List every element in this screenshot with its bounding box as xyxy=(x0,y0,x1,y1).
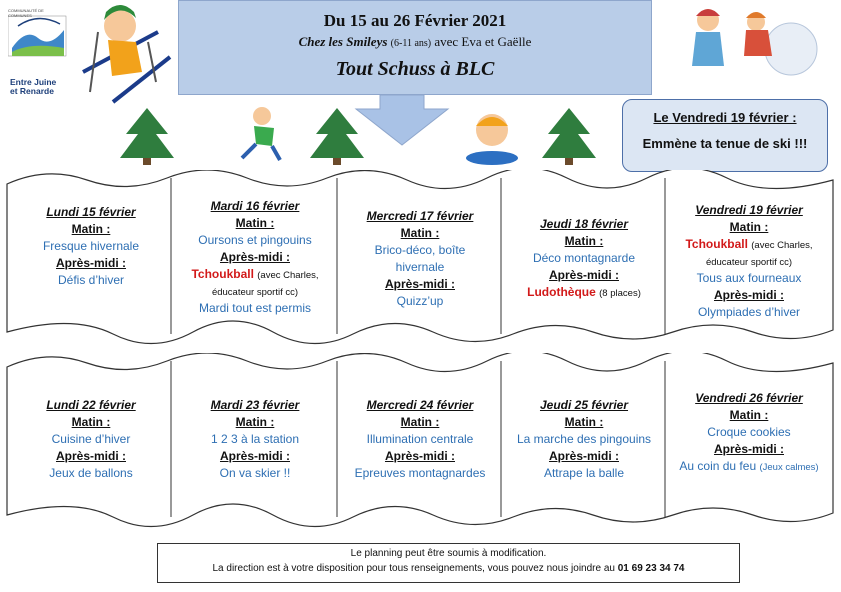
afternoon-activity: Olympiades d’hiver xyxy=(697,305,801,319)
skier-kid-icon xyxy=(78,2,173,107)
week2-thursday xyxy=(504,397,664,482)
week1-friday xyxy=(669,202,829,321)
morning-label: Matin : xyxy=(564,415,604,429)
week1-monday xyxy=(11,204,171,289)
callout-title: Le Vendredi 19 février : xyxy=(653,110,797,125)
pine-tree-icon xyxy=(306,106,368,166)
afternoon-activity: Epreuves montagnardes xyxy=(354,466,486,480)
afternoon-activity xyxy=(504,284,664,301)
banner-dates: Du 15 au 26 Février 2021 xyxy=(323,11,507,30)
logo-label xyxy=(10,78,56,96)
banner-age: (6-11 ans) xyxy=(390,38,432,49)
afternoon-activity xyxy=(669,458,829,475)
afternoon-note: (avec Charles, éducateur sportif cc) xyxy=(211,270,319,298)
day-title: Jeudi 18 février xyxy=(539,217,629,231)
morning-activity: Croque cookies xyxy=(707,425,791,439)
day-title: Vendredi 19 février xyxy=(695,203,803,217)
afternoon-note: (Jeux calmes) xyxy=(759,462,819,473)
footer-phone: 01 69 23 34 74 xyxy=(617,563,685,574)
morning-label: Matin : xyxy=(71,415,111,429)
morning-activity-2: Tous aux fourneaux xyxy=(696,271,802,285)
morning-activity xyxy=(669,236,829,270)
logo xyxy=(8,8,68,98)
week1-wednesday xyxy=(340,208,500,310)
morning-activity: Déco montagnarde xyxy=(532,251,636,265)
banner-animators: avec Eva et Gaëlle xyxy=(434,34,532,49)
morning-label: Matin : xyxy=(400,226,440,240)
footer-line1: Le planning peut être soumis à modification. xyxy=(350,548,547,559)
week1-band xyxy=(5,170,835,345)
morning-label: Matin : xyxy=(71,222,111,236)
logo-mark xyxy=(8,8,68,76)
pine-tree-icon xyxy=(116,106,178,166)
banner-theme: Tout Schuss à BLC xyxy=(335,58,495,80)
morning-label: Matin : xyxy=(729,408,769,422)
afternoon-activity: Jeux de ballons xyxy=(49,466,133,480)
footer-box xyxy=(157,543,740,583)
afternoon-label: Après-midi : xyxy=(219,449,290,463)
afternoon-label: Après-midi : xyxy=(55,256,126,270)
morning-activity: Illumination centrale xyxy=(366,432,474,446)
morning-label: Matin : xyxy=(400,415,440,429)
logo-line2: et Renarde xyxy=(10,86,54,96)
afternoon-label: Après-midi : xyxy=(713,288,784,302)
week1-thursday xyxy=(504,216,664,301)
skating-kid-icon xyxy=(232,104,290,164)
morning-label: Matin : xyxy=(235,216,275,230)
afternoon-label: Après-midi : xyxy=(55,449,126,463)
header-banner xyxy=(178,0,652,95)
morning-activity: La marche des pingouins xyxy=(516,432,652,446)
snow-kids-icon xyxy=(676,4,836,82)
day-title: Mardi 23 février xyxy=(210,398,300,412)
week2-tuesday xyxy=(175,397,335,482)
afternoon-activity-text: Au coin du feu xyxy=(679,459,757,473)
day-title: Mercredi 17 février xyxy=(366,209,474,223)
logo-small-text: COMMUNAUTÉ DE COMMUNES xyxy=(8,8,44,18)
banner-place xyxy=(179,34,651,50)
day-title: Vendredi 26 février xyxy=(695,391,803,405)
afternoon-activity: Défis d’hiver xyxy=(57,273,125,287)
logo-line1: Entre Juine xyxy=(10,77,57,87)
day-title: Mercredi 24 février xyxy=(366,398,474,412)
sledding-kid-icon xyxy=(462,108,522,168)
day-title: Mardi 16 février xyxy=(210,199,300,213)
afternoon-activity: Attrape la balle xyxy=(543,466,625,480)
morning-label: Matin : xyxy=(729,220,769,234)
pine-tree-icon xyxy=(538,106,600,166)
afternoon-label: Après-midi : xyxy=(548,268,619,282)
banner-place-name: Chez les Smileys xyxy=(298,34,388,49)
afternoon-highlight: Tchoukball xyxy=(191,267,254,281)
afternoon-label: Après-midi : xyxy=(219,250,290,264)
morning-label: Matin : xyxy=(564,234,604,248)
morning-highlight: Tchoukball xyxy=(685,237,748,251)
callout-text: Emmène ta tenue de ski !!! xyxy=(642,136,808,151)
day-title: Lundi 15 février xyxy=(46,205,136,219)
morning-activity: Cuisine d’hiver xyxy=(51,432,131,446)
afternoon-activity xyxy=(175,266,335,300)
callout-box xyxy=(622,99,828,172)
afternoon-label: Après-midi : xyxy=(384,277,455,291)
week2-friday xyxy=(669,390,829,475)
afternoon-activity-2: Mardi tout est permis xyxy=(198,301,312,315)
week1-tuesday xyxy=(175,198,335,317)
afternoon-activity: On va skier !! xyxy=(219,466,291,480)
afternoon-label: Après-midi : xyxy=(548,449,619,463)
day-title: Jeudi 25 février xyxy=(539,398,629,412)
morning-activity: Brico-déco, boîte hivernale xyxy=(374,243,466,274)
afternoon-highlight: Ludothèque xyxy=(527,285,596,299)
morning-note: (avec Charles, éducateur sportif cc) xyxy=(705,240,813,268)
footer-line2 xyxy=(158,563,739,574)
afternoon-activity: Quizz’up xyxy=(396,294,444,308)
footer-contact-text: La direction est à votre disposition pour tous renseignements, vous pouvez nous joindre au xyxy=(212,563,615,574)
afternoon-label: Après-midi : xyxy=(384,449,455,463)
week2-wednesday xyxy=(340,397,500,482)
afternoon-note: (8 places) xyxy=(599,288,641,299)
day-title: Lundi 22 février xyxy=(46,398,136,412)
week2-band xyxy=(5,353,835,528)
afternoon-label: Après-midi : xyxy=(713,442,784,456)
morning-activity: Oursons et pingouins xyxy=(198,233,312,247)
week2-monday xyxy=(11,397,171,482)
morning-activity: Fresque hivernale xyxy=(42,239,140,253)
morning-label: Matin : xyxy=(235,415,275,429)
morning-activity: 1 2 3 à la station xyxy=(210,432,300,446)
